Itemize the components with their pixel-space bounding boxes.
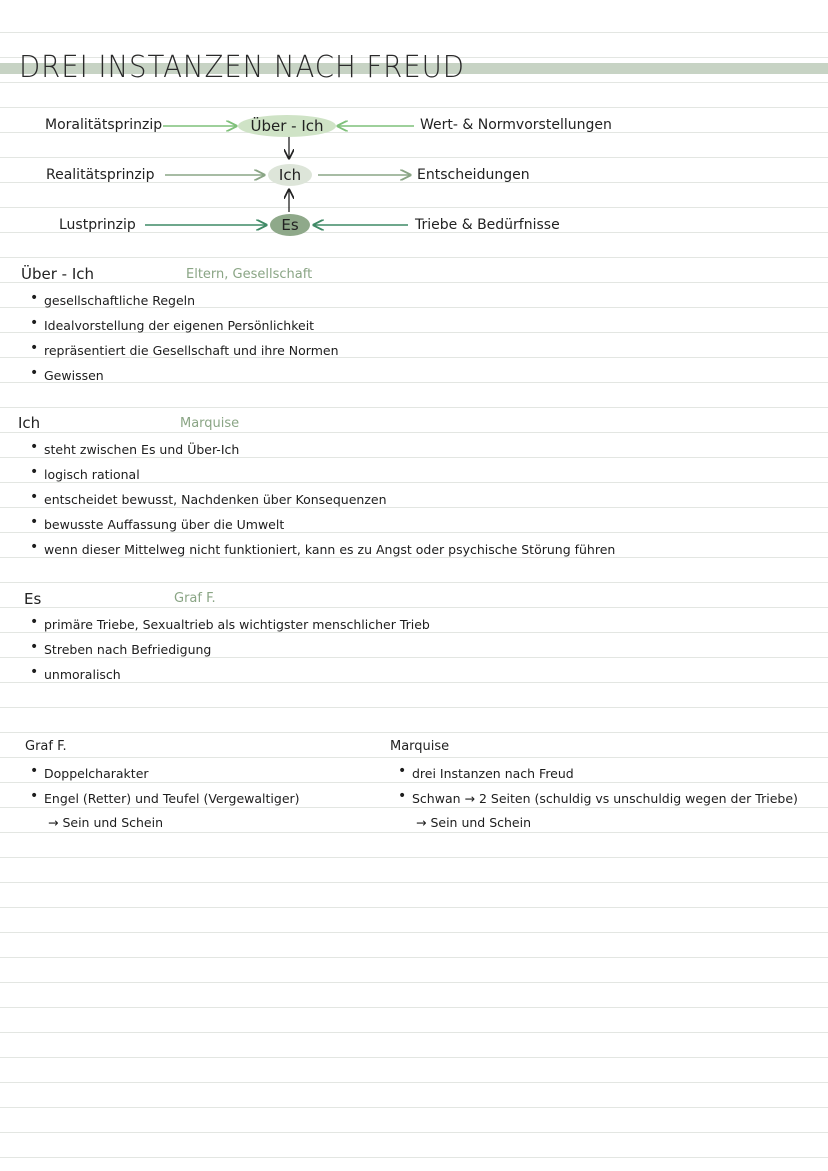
list-item: • primäre Triebe, Sexualtrieb als wichtigster menschlicher Trieb xyxy=(30,612,430,637)
bullet-list xyxy=(30,288,339,388)
list-item: • Streben nach Befriedigung xyxy=(30,637,430,662)
column-heading: Marquise xyxy=(390,739,450,754)
node-ich xyxy=(268,164,312,186)
list-item: • bewusste Auffassung über die Umwelt xyxy=(30,512,615,537)
bullet-list xyxy=(398,761,798,811)
bullet-list xyxy=(30,761,300,811)
list-item: • wenn dieser Mittelweg nicht funktioniert, kann es zu Angst oder psychische Störung führen xyxy=(30,537,615,562)
section-heading: Es xyxy=(24,590,42,608)
column-heading: Graf F. xyxy=(25,739,67,754)
sub-line: → Sein und Schein xyxy=(416,815,532,830)
page-title: DREI INSTANZEN NACH FREUD xyxy=(19,50,465,85)
section-subheading: Graf F. xyxy=(174,591,216,606)
list-item: • Engel (Retter) und Teufel (Vergewaltiger) xyxy=(30,786,300,811)
node-ich-label: Ich xyxy=(278,166,302,184)
label-realitaetsprinzip: Realitätsprinzip xyxy=(46,167,155,183)
node-es xyxy=(270,214,310,236)
list-item: • unmoralisch xyxy=(30,662,430,687)
node-ueber-ich xyxy=(238,115,336,137)
bullet-list xyxy=(30,612,430,687)
label-wert-normvorstellungen: Wert- & Normvorstellungen xyxy=(420,117,612,133)
label-lustprinzip: Lustprinzip xyxy=(59,217,136,233)
list-item: • entscheidet bewusst, Nachdenken über Konsequenzen xyxy=(30,487,615,512)
list-item: • drei Instanzen nach Freud xyxy=(398,761,798,786)
bullet-list xyxy=(30,437,615,562)
node-ueber-ich-label: Über - Ich xyxy=(250,117,324,135)
section-subheading: Marquise xyxy=(180,416,240,431)
list-item: • gesellschaftliche Regeln xyxy=(30,288,339,313)
label-entscheidungen: Entscheidungen xyxy=(417,167,530,183)
list-item: • Gewissen xyxy=(30,363,339,388)
label-triebe-beduerfnisse: Triebe & Bedürfnisse xyxy=(415,217,560,233)
sub-line: → Sein und Schein xyxy=(48,815,164,830)
list-item: • steht zwischen Es und Über-Ich xyxy=(30,437,615,462)
list-item: • repräsentiert die Gesellschaft und ihre Normen xyxy=(30,338,339,363)
node-es-label: Es xyxy=(281,216,299,234)
section-heading: Ich xyxy=(18,414,41,432)
list-item: • Idealvorstellung der eigenen Persönlichkeit xyxy=(30,313,339,338)
list-item: • Doppelcharakter xyxy=(30,761,300,786)
list-item: • logisch rational xyxy=(30,462,615,487)
section-heading: Über - Ich xyxy=(21,265,95,283)
label-moralitaetsprinzip: Moralitätsprinzip xyxy=(45,117,163,133)
section-subheading: Eltern, Gesellschaft xyxy=(186,267,313,282)
list-item: • Schwan → 2 Seiten (schuldig vs unschuldig wegen der Triebe) xyxy=(398,786,798,811)
